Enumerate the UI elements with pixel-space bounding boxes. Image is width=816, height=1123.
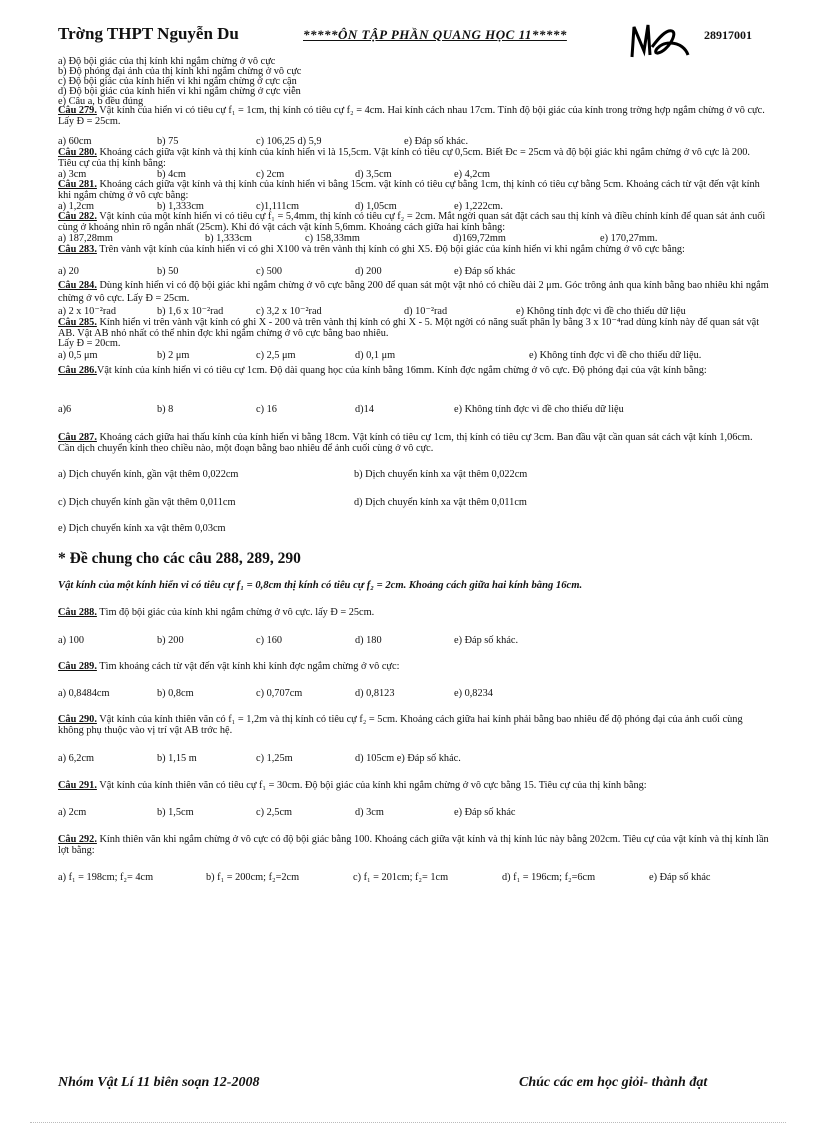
answer-b: b) 200: [157, 635, 184, 646]
answer-d: d) f₁ = 196cm; f₂=6cm: [502, 872, 596, 883]
question-290: [58, 715, 770, 736]
question-text: Khoảng cách giữa vật kính và thị kính của kính hiển vi là 15,5cm. Vật kính có tiêu cự 0,5cm. Biết Đc = 25cm và độ bội giác khi ngắm chừng ở vô cực là 200. Tiêu cự của thị kính bằng:: [58, 147, 750, 169]
answer-b: b) f₁ = 200cm; f₂=2cm: [206, 872, 300, 883]
answer-d: d) 200: [355, 266, 382, 277]
answer-a: a) 3cm: [58, 169, 87, 180]
answer-e: e) Không tính đợc vì đề cho thiếu dữ liệu: [454, 404, 624, 415]
answer-b: b) Dịch chuyển kính xa vật thêm 0,022cm: [354, 469, 528, 480]
question-text: Khoảng cách giữa hai thấu kính của kính hiển vi bằng 18cm. Vật kính có tiêu cự 1cm, thị kính có tiêu cự 3cm. Ban đầu vật cần quan sát cách vật kính 1,06cm. Cần dịch chuyển kính theo chiều nào, một đoạn bằng bao nhiêu để ảnh cuối cùng ở vô cực.: [58, 432, 753, 454]
question-label: Câu 291.: [58, 780, 97, 791]
footer-right: Chúc các em học giỏi- thành đạt: [519, 1075, 708, 1090]
answer-a: a) 0,5 μm: [58, 350, 98, 361]
answer-c: c) 2,5cm: [256, 807, 293, 818]
question-285-extra: Lấy Đ = 20cm.: [58, 338, 121, 349]
question-279: [58, 106, 770, 127]
answer-c: c) 0,707cm: [256, 688, 303, 699]
question-text: Vật kính của hiển vi có tiêu cự f₁ = 1cm, thị kính có tiêu cự f₂ = 4cm. Hai kính cách nhau 17cm. Tính độ bội giác của kính trong trờng hợp ngắm chừng ở vô cực. Lấy Đ = 25cm.: [58, 105, 765, 127]
answer-a: a) 60cm: [58, 136, 92, 147]
answer-d: d) 3,5cm: [355, 169, 392, 180]
answer-d: d) 1,05cm: [355, 201, 397, 212]
answer-e: e) Đáp số khác: [454, 266, 516, 277]
answer-e: e) Đáp số khác: [649, 872, 711, 883]
top-option-b: b) Độ phóng đại ảnh của thị kính khi ngắm chừng ở vô cực: [58, 66, 302, 77]
question-text: Trên vành vật kính của kính hiển vi có ghi X100 và trên vành thị kính có ghi X5. Độ bội giác của kính hiển vi khi ngắm chừng ở vô cực bằng:: [96, 244, 685, 255]
answer-c: c) 158,33mm: [305, 233, 360, 244]
answer-c: c)1,111cm: [256, 201, 299, 212]
question-label: Câu 287.: [58, 432, 97, 443]
question-284: [58, 279, 770, 305]
answer-c: c) 3,2 x 10⁻²rad: [256, 306, 322, 317]
document-code: 28917001: [704, 28, 752, 42]
question-283: [58, 245, 770, 256]
question-text: Kính hiển vi trên vành vật kính có ghi X - 200 và trên vành thị kính có ghi X - 5. Một ngời có năng suất phân ly bằng 3 x 10⁻⁴rad dùng kính này để quan sát vật AB. Vật AB nhỏ nhất có thể nhìn đợc khi ngắm chừng ở vô cực bằng bao nhiêu.: [58, 317, 760, 339]
question-292: [58, 835, 770, 856]
answer-e: e) Đáp số khác.: [404, 136, 469, 147]
question-label: Câu 284.: [58, 280, 97, 291]
answer-e: e) 4,2cm: [454, 169, 491, 180]
footer-left: Nhóm Vật Lí 11 biên soạn 12-2008: [58, 1075, 260, 1090]
answer-a: a)6: [58, 404, 72, 415]
answer-b: b) 0,8cm: [157, 688, 194, 699]
answer-d: d) 180: [355, 635, 382, 646]
answer-e: e) Không tính đợc vì đề cho thiếu dữ liệu.: [529, 350, 702, 361]
question-label: Câu 286.: [58, 365, 97, 376]
signature-logo: [628, 21, 690, 61]
top-option-a: a) Độ bội giác của thị kính khi ngắm chừng ở vô cực: [58, 56, 276, 67]
question-289: [58, 662, 399, 673]
question-label: Câu 283.: [58, 244, 97, 255]
question-288: [58, 608, 374, 619]
answer-b: b) 1,5cm: [157, 807, 194, 818]
answer-b: b) 50: [157, 266, 179, 277]
answer-a: a) 100: [58, 635, 85, 646]
question-label: Câu 288.: [58, 607, 97, 618]
question-285: [58, 318, 770, 339]
question-text: Vật kính của kính thiên văn có f₁ = 1,2m và thị kính có tiêu cự f₂ = 5cm. Khoảng cách giữa hai kính phải bằng bao nhiêu để độ phóng đại của ảnh cuối cùng không phụ thuộc vào vị trí vật AB trớc hệ.: [58, 714, 743, 736]
section-heading: * Đề chung cho các câu 288, 289, 290: [58, 550, 301, 567]
question-text: Vật kính của một kính hiển vi có tiêu cự f₁ = 5,4mm, thị kính có tiêu cự f₂ = 2cm. Mắt ngời quan sát đặt cách sau thị kính và điều chỉnh kính để quan sát ảnh cuối cùng ở khoảng nhìn rõ ngắn nhất (25cm). Khi đó vật cách vật kính 5,6mm. Khoảng cách giữa hai kính bằng:: [58, 211, 766, 233]
section-text: Vật kính của một kính hiển vi có tiêu cự f₁ = 0,8cm thị kính có tiêu cự f₂ = 2cm. Khoảng cách giữa hai kính bằng 16cm.: [58, 580, 583, 591]
answer-e: e) 0,8234: [454, 688, 493, 699]
question-label: Câu 289.: [58, 661, 97, 672]
answer-b: b) 1,6 x 10⁻²rad: [157, 306, 224, 317]
answer-e: e) 1,222cm.: [454, 201, 503, 212]
question-label: Câu 281.: [58, 179, 97, 190]
question-label: Câu 279.: [58, 105, 97, 116]
answer-b: b) 2 μm: [157, 350, 190, 361]
question-text: Dùng kính hiển vi có độ bội giác khi ngắm chừng ở vô cực bằng 200 để quan sát một vật nhỏ có chiều dài 2 μm. Góc trông ảnh qua kính bằng bao nhiêu khi ngắm chừng ở vô cực. Lấy Đ = 25cm.: [58, 280, 769, 304]
top-option-e: e) Câu a, b đều đúng: [58, 96, 144, 107]
answer-a: a) 0,8484cm: [58, 688, 110, 699]
answer-e: e) Không tính đợc vì đề cho thiếu dữ liệu: [516, 306, 686, 317]
page-title: *****ÔN TẬP PHẦN QUANG HỌC 11*****: [303, 27, 567, 42]
question-text: Khoảng cách giữa vật kính và thị kính của kính hiển vi bằng 15cm. vật kính có tiêu cự bằng 1cm, thị kính có tiêu cự bằng 5cm. Khoảng cách từ vật đến vật kính khi ngắm chừng ở vô cực bằng:: [58, 179, 760, 201]
top-option-d: d) Độ bội giác của kính hiển vi khi ngắm chừng ở cực viễn: [58, 86, 301, 97]
answer-c: c) 500: [256, 266, 283, 277]
answer-e: e) Đáp số khác.: [454, 635, 519, 646]
answer-c: c) Dịch chuyển kính gần vật thêm 0,011cm: [58, 497, 236, 508]
answer-c: c) 2cm: [256, 169, 285, 180]
question-label: Câu 290.: [58, 714, 97, 725]
top-option-c: c) Độ bội giác của kính hiển vi khi ngắm chừng ở cực cận: [58, 76, 297, 87]
answer-a: a) 1,2cm: [58, 201, 95, 212]
answer-b: b) 1,333cm: [205, 233, 252, 244]
answer-b: b) 4cm: [157, 169, 186, 180]
question-text: Tìm độ bội giác của kính khi ngắm chừng ở vô cực. lấy Đ = 25cm.: [96, 607, 375, 618]
answer-d: d) 0,1 μm: [355, 350, 396, 361]
answer-d: d) Dịch chuyển kính xa vật thêm 0,011cm: [354, 497, 527, 508]
question-label: Câu 282.: [58, 211, 97, 222]
answer-a: a) 187,28mm: [58, 233, 113, 244]
answer-c: c) 160: [256, 635, 283, 646]
answer-a: a) 6,2cm: [58, 753, 95, 764]
answer-d: d) 105cm e) Đáp số khác.: [355, 753, 461, 764]
answer-c: c) 2,5 μm: [256, 350, 296, 361]
question-280: [58, 148, 770, 169]
answer-c: c) 16: [256, 404, 277, 415]
answer-d: d) 10⁻²rad: [404, 306, 448, 317]
answer-a: a) f₁ = 198cm; f₂= 4cm: [58, 872, 154, 883]
answer-d: d) 0,8123: [355, 688, 395, 699]
answer-e: e) Dịch chuyển kính xa vật thêm 0,03cm: [58, 523, 226, 534]
question-label: Câu 285.: [58, 317, 97, 328]
answer-c: c) 106,25 d) 5,9: [256, 136, 322, 147]
question-282: [58, 212, 770, 233]
answer-d: d)169,72mm: [453, 233, 506, 244]
question-text: Vật kính của kính hiển vi có tiêu cự 1cm. Độ dài quang học của kính bằng 16mm. Kính đợc ngắm chừng ở vô cực. Độ phóng đại của vật kính bằng:: [96, 365, 707, 376]
answer-d: d)14: [355, 404, 374, 415]
answer-b: b) 8: [157, 404, 174, 415]
answer-d: d) 3cm: [355, 807, 384, 818]
answer-a: a) 2cm: [58, 807, 87, 818]
answer-e: e) Đáp số khác: [454, 807, 516, 818]
answer-a: a) 20: [58, 266, 79, 277]
question-text: Tìm khoảng cách từ vật đến vật kính khi kính đợc ngắm chừng ở vô cực:: [96, 661, 400, 672]
answer-a: a) 2 x 10⁻²rad: [58, 306, 116, 317]
question-text: Vật kính của kính thiên văn có tiêu cự f₁ = 30cm. Độ bội giác của kính khi ngắm chừng ở vô cực bằng 15. Tiêu cự của thị kính bằng:: [96, 780, 647, 791]
answer-b: b) 1,15 m: [157, 753, 197, 764]
answer-a: a) Dịch chuyển kính, gần vật thêm 0,022cm: [58, 469, 239, 480]
answer-c: c) f₁ = 201cm; f₂= 1cm: [353, 872, 449, 883]
question-287: [58, 433, 770, 454]
answer-e: e) 170,27mm.: [600, 233, 658, 244]
answer-b: b) 75: [157, 136, 179, 147]
question-label: Câu 280.: [58, 147, 97, 158]
question-291: [58, 781, 647, 792]
question-286: [58, 366, 770, 377]
answer-c: c) 1,25m: [256, 753, 293, 764]
school-name: Trờng THPT Nguyễn Du: [58, 24, 239, 43]
question-text: Kính thiên văn khi ngắm chừng ở vô cực có độ bội giác bằng 100. Khoảng cách giữa vật kính và thị kính lúc này bằng 202cm. Tiêu cự của vật kính và thị kính lần lợt bằng:: [58, 834, 769, 856]
answer-b: b) 1,333cm: [157, 201, 204, 212]
question-281: [58, 180, 770, 201]
question-label: Câu 292.: [58, 834, 97, 845]
